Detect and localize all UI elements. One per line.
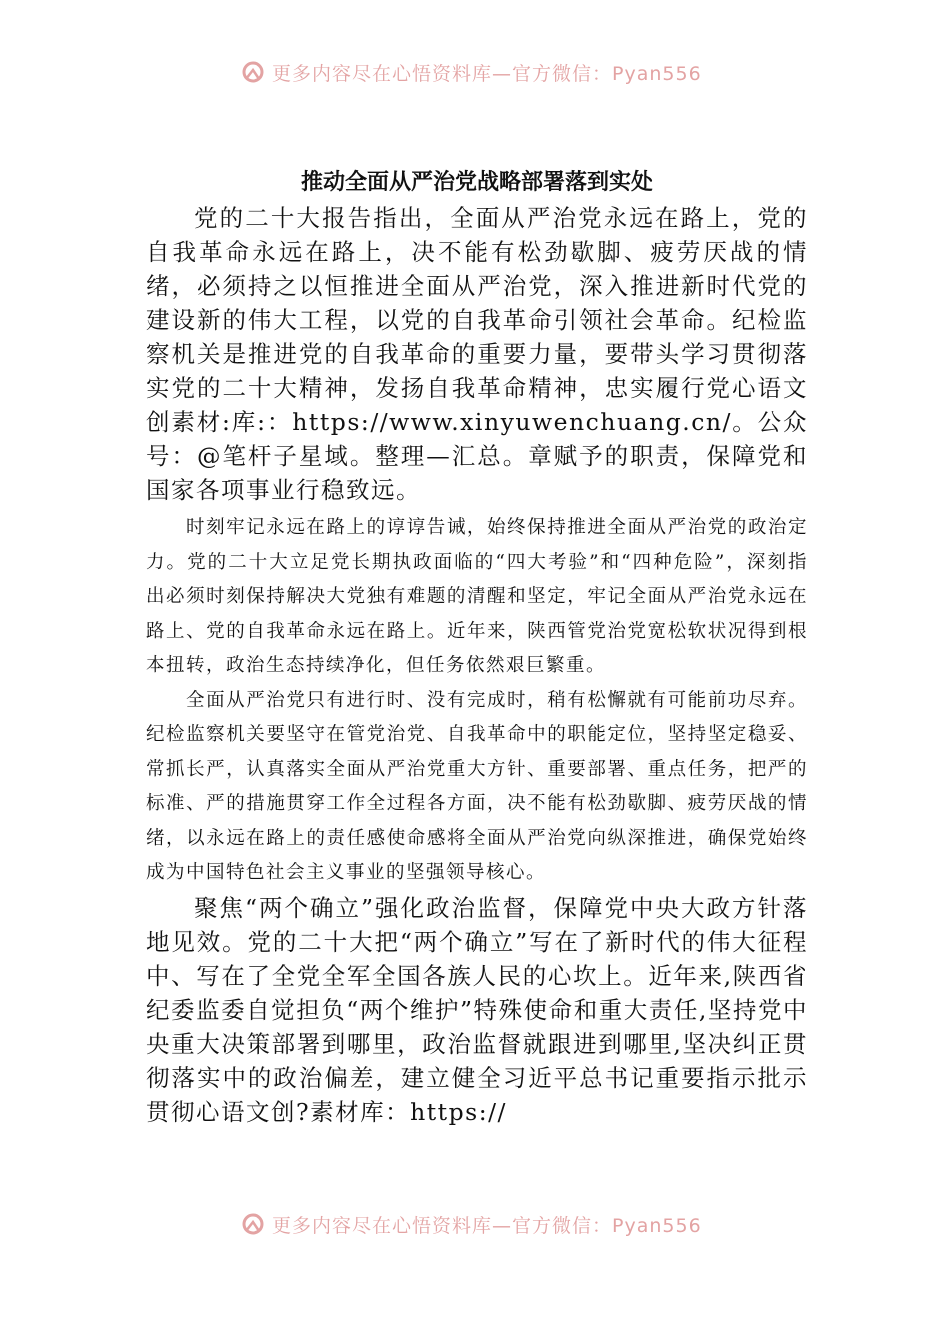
document-page bbox=[146, 165, 808, 1129]
watermark-text: 更多内容尽在心悟资料库—官方微信：Pyan556 bbox=[272, 62, 702, 85]
watermark-header bbox=[240, 58, 740, 86]
paragraph-2: 时刻牢记永远在路上的谆谆告诫，始终保持推进全面从严治党的政治定力。党的二十大立足党长期执政面临的“四大考验”和“四种危险”，深刻指出必须时刻保持解决大党独有难题的清醒和坚定，牢记全面从严治党永远在路上、党的自我革命永远在路上。近年来，陕西管党治党宽松软状况得到根本扭转，政治生态持续净化，但任务依然艰巨繁重。 bbox=[146, 517, 808, 676]
paragraph-1: 党的二十大报告指出，全面从严治党永远在路上，党的自我革命永远在路上，决不能有松劲歇脚、疲劳厌战的情绪，必须持之以恒推进全面从严治党，深入推进新时代党的建设新的伟大工程，以党的自我革命引领社会革命。纪检监察机关是推进党的自我革命的重要力量，要带头学习贯彻落实党的二十大精神，发扬自我革命精神，忠实履行党心语文创素材:库:：https://www.xinyuwenchuang.cn/。公众号：@笔杆子星域。整理—汇总。章赋予的职责，保障党和国家各项事业行稳致远。 bbox=[146, 204, 808, 504]
paragraph-4: 聚焦“两个确立”强化政治监督，保障党中央大政方针落地见效。党的二十大把“两个确立”写在了新时代的伟大征程中、写在了全党全军全国各族人民的心坎上。近年来,陕西省纪委监委自觉担负“两个维护”特殊使命和重大责任,坚持党中央重大决策部署到哪里，政治监督就跟进到哪里,坚决纠正贯彻落实中的政治偏差，建立健全习近平总书记重要指示批示贯彻心语文创?素材库：https:// bbox=[146, 893, 808, 1126]
watermark-logo-icon bbox=[240, 59, 266, 85]
watermark-text: 更多内容尽在心悟资料库—官方微信：Pyan556 bbox=[272, 1214, 702, 1237]
watermark-logo-icon bbox=[240, 1211, 266, 1237]
document-title: 推动全面从严治党战略部署落到实处 bbox=[300, 170, 653, 195]
watermark-footer bbox=[240, 1210, 740, 1238]
paragraph-3: 全面从严治党只有进行时、没有完成时，稍有松懈就有可能前功尽弃。纪检监察机关要坚守在管党治党、自我革命中的职能定位，坚持坚定稳妥、常抓长严，认真落实全面从严治党重大方针、重要部署、重点任务，把严的标准、严的措施贯穿工作全过程各方面，决不能有松劲歇脚、疲劳厌战的情绪，以永远在路上的责任感使命感将全面从严治党向纵深推进，确保党始终成为中国特色社会主义事业的坚强领导核心。 bbox=[146, 689, 808, 883]
